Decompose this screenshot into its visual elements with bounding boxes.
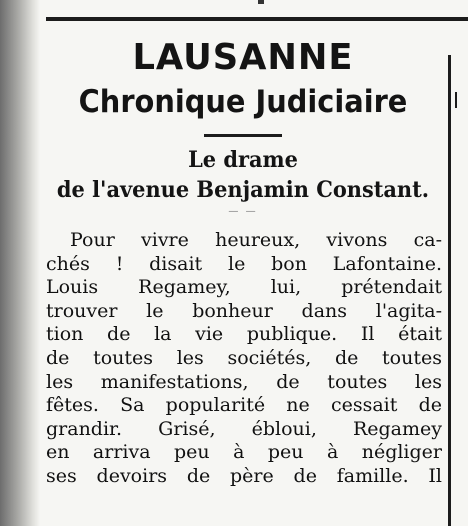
page-binding-shadow (0, 0, 40, 526)
body-line: trouver le bonheur dans l'agita- (46, 299, 442, 322)
body-line: en arriva peu à peu à négliger (46, 441, 442, 464)
headline-line-1: Le drame (188, 147, 298, 173)
heading-divider (204, 134, 282, 137)
headline-line-2: de l'avenue Benjamin Constant. (56, 177, 430, 203)
body-line: fêtes. Sa popularité ne cessait de (46, 394, 442, 417)
body-line: les manifestations, de toutes les (46, 370, 442, 393)
separator: — — (228, 206, 258, 217)
column-rule-fragment (455, 92, 457, 108)
body-line: Pour vivre heureux, vivons ca- (70, 229, 442, 251)
body-line: chés ! disait le bon Lafontaine. (46, 252, 442, 275)
section-heading: Chronique Judiciaire (78, 84, 408, 120)
top-rule (46, 17, 468, 21)
print-speck (258, 0, 264, 4)
body-line: grandir. Grisé, ébloui, Regamey (46, 417, 442, 440)
city-heading: LAUSANNE (132, 37, 354, 78)
body-line: tion de la vie publique. Il était (46, 323, 442, 346)
body-line: ses devoirs de père de famille. Il (46, 464, 442, 487)
column-rule (448, 55, 451, 526)
body-line: Louis Regamey, lui, prétendait (46, 276, 442, 299)
article-body (44, 229, 442, 489)
body-line: de toutes les sociétés, de toutes (46, 346, 442, 369)
article-column (44, 26, 442, 489)
